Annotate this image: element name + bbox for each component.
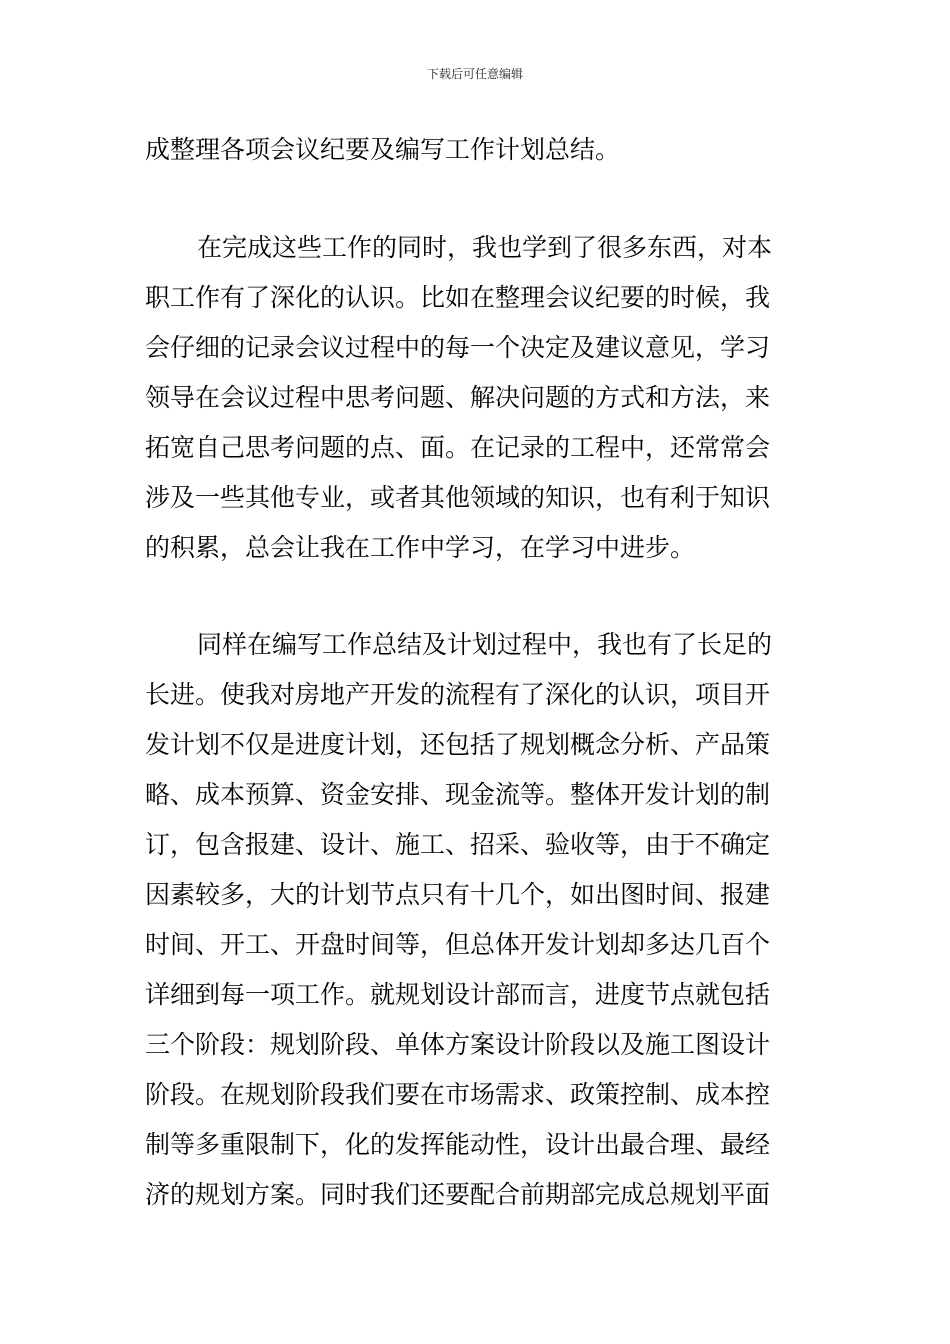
- paragraph-continuation: [145, 125, 810, 175]
- paragraph-line: 济的规划方案。同时我们还要配合前期部完成总规划平面: [145, 1180, 771, 1209]
- paragraph-learning: [145, 223, 810, 573]
- paragraph-line: 拓宽自己思考问题的点、面。在记录的工程中，还常常会: [145, 433, 771, 462]
- page-header: 下载后可任意编辑: [426, 67, 523, 81]
- paragraph-line: 成整理各项会议纪要及编写工作计划总结。: [145, 135, 621, 164]
- paragraph-line: 三个阶段：规划阶段、单体方案设计阶段以及施工图设计: [145, 1030, 771, 1059]
- paragraph-line: 长进。使我对房地产开发的流程有了深化的认识，项目开: [145, 680, 771, 709]
- paragraph-line: 的积累，总会让我在工作中学习，在学习中进步。: [145, 533, 696, 562]
- paragraph-line: 略、成本预算、资金安排、现金流等。整体开发计划的制: [145, 780, 771, 809]
- paragraph-line: 会仔细的记录会议过程中的每一个决定及建议意见，学习: [145, 333, 771, 362]
- paragraph-line: 在完成这些工作的同时，我也学到了很多东西，对本: [197, 233, 773, 262]
- paragraph-planning: [145, 620, 810, 1220]
- paragraph-line: 详细到每一项工作。就规划设计部而言，进度节点就包括: [145, 980, 771, 1009]
- paragraph-line: 阶段。在规划阶段我们要在市场需求、政策控制、成本控: [145, 1080, 771, 1109]
- paragraph-line: 制等多重限制下，化的发挥能动性，设计出最合理、最经: [145, 1130, 771, 1159]
- paragraph-line: 职工作有了深化的认识。比如在整理会议纪要的时候，我: [145, 283, 771, 312]
- paragraph-line: 因素较多，大的计划节点只有十几个，如出图时间、报建: [145, 880, 771, 909]
- paragraph-line: 同样在编写工作总结及计划过程中，我也有了长足的: [197, 630, 773, 659]
- paragraph-line: 时间、开工、开盘时间等，但总体开发计划却多达几百个: [145, 930, 771, 959]
- paragraph-line: 领导在会议过程中思考问题、解决问题的方式和方法，来: [145, 383, 771, 412]
- paragraph-line: 订，包含报建、设计、施工、招采、验收等，由于不确定: [145, 830, 771, 859]
- paragraph-line: 发计划不仅是进度计划，还包括了规划概念分析、产品策: [145, 730, 771, 759]
- paragraph-line: 涉及一些其他专业，或者其他领域的知识，也有利于知识: [145, 483, 771, 512]
